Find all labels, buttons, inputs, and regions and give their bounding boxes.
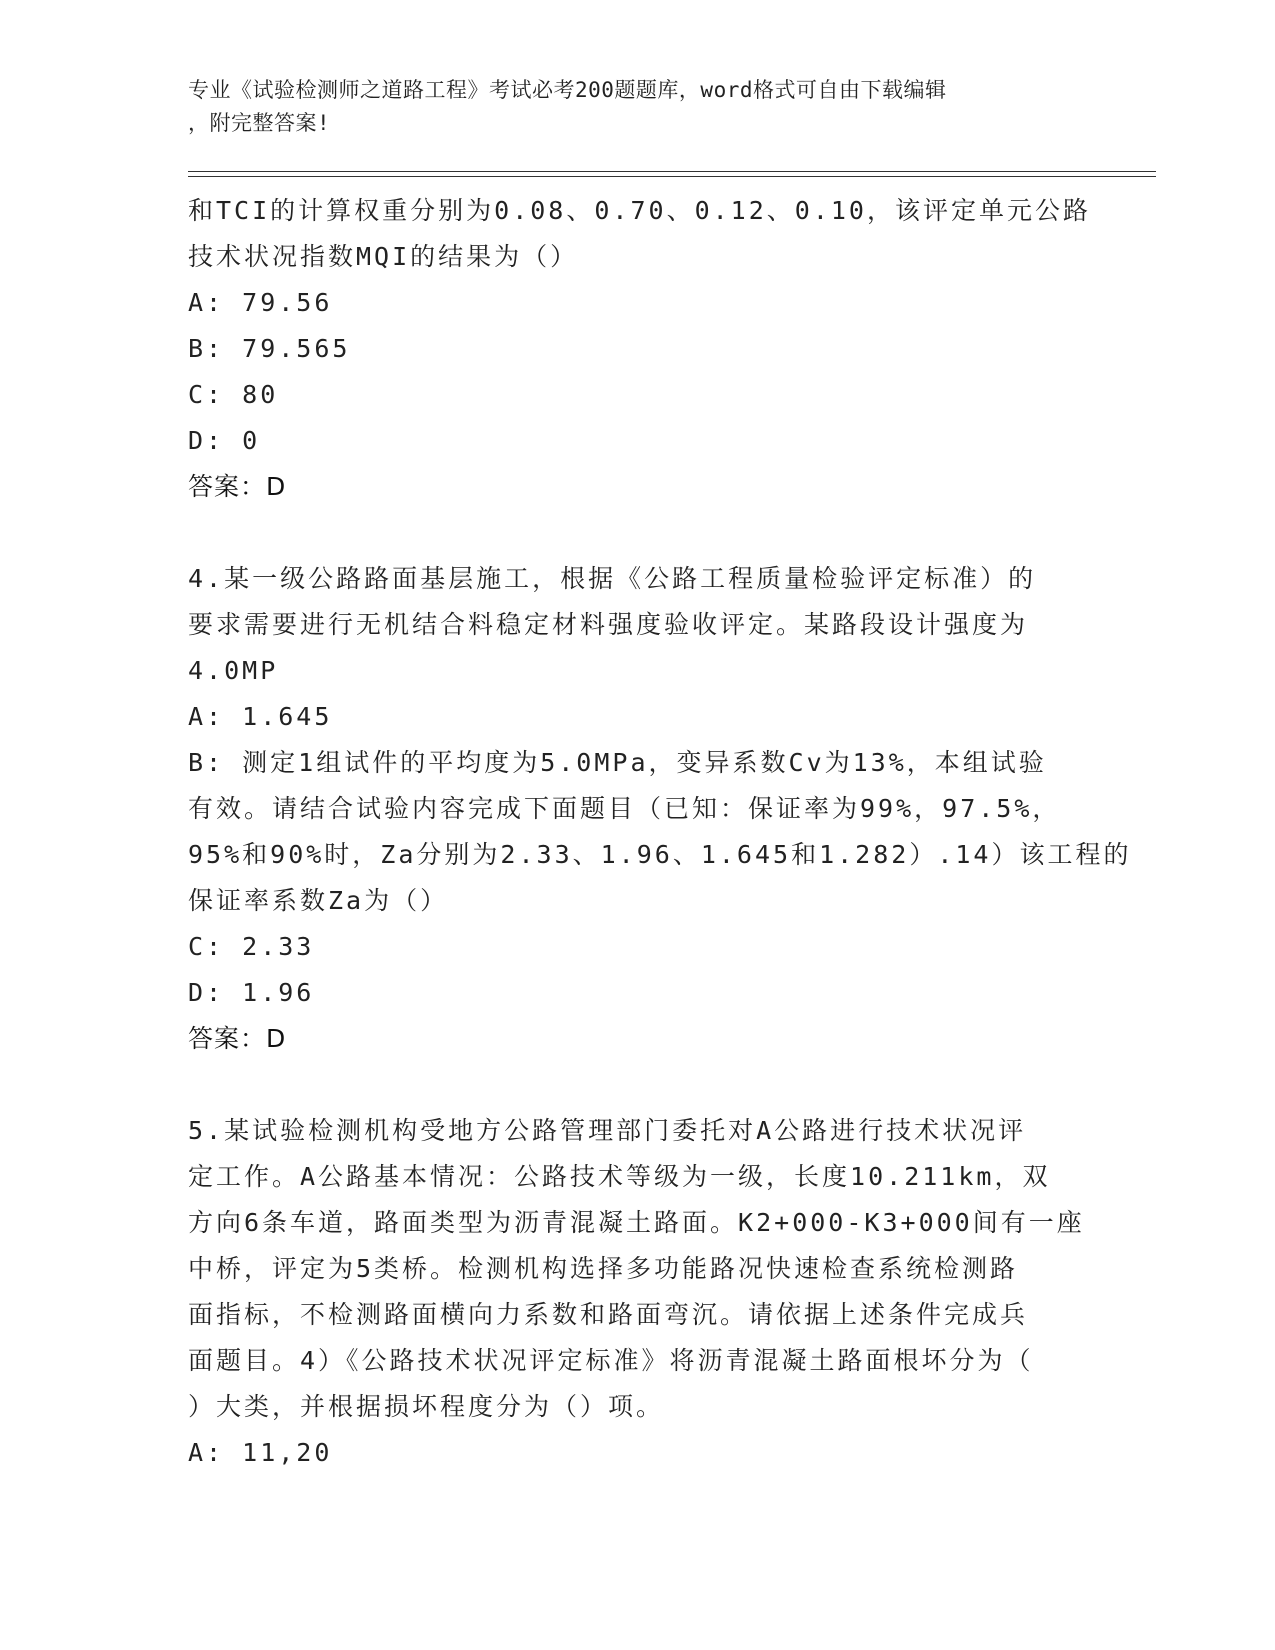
option-a: A: 1.645 — [188, 702, 333, 731]
spacer — [188, 1062, 1088, 1108]
option-b: B: 79.565 — [188, 334, 351, 363]
question-text-line: 4.0MP — [188, 656, 279, 685]
option-b-line: 有效。请结合试验内容完成下面题目（已知：保证率为99%，97.5%， — [188, 794, 1061, 823]
question-text-line: 4.某一级公路路面基层施工，根据《公路工程质量检验评定标准）的 — [188, 564, 1037, 593]
question-text-line: 面题目。4）《公路技术状况评定标准》将沥青混凝土路面根坏分为（ — [188, 1346, 1034, 1375]
question-text-line: 和TCI的计算权重分别为0.08、0.70、0.12、0.10，该评定单元公路 — [188, 196, 1091, 225]
spacer — [188, 510, 1088, 556]
header-title-line: 专业《试验检测师之道路工程》考试必考200题题库，word格式可自由下载编辑 — [188, 78, 947, 102]
answer-label: 答案：D — [188, 472, 287, 501]
option-c: C: 2.33 — [188, 932, 315, 961]
option-b-line: 95%和90%时，Za分别为2.33、1.96、1.645和1.282）.14）该工程的 — [188, 840, 1132, 869]
question-text-line: 要求需要进行无机结合料稳定材料强度验收评定。某路段设计强度为 — [188, 610, 1029, 639]
question-3-block — [188, 188, 1091, 510]
question-text-line: 技术状况指数MQI的结果为（） — [188, 242, 579, 271]
option-d: D: 0 — [188, 426, 261, 455]
answer-label: 答案：D — [188, 1024, 287, 1053]
question-text-line: 5.某试验检测机构受地方公路管理部门委托对A公路进行技术状况评 — [188, 1116, 1027, 1145]
question-5-block — [188, 1108, 1088, 1476]
question-text-line: 面指标，不检测路面横向力系数和路面弯沉。请依据上述条件完成兵 — [188, 1300, 1029, 1329]
option-c: C: 80 — [188, 380, 279, 409]
option-b-line: 保证率系数Za为（） — [188, 886, 449, 915]
option-a: A: 79.56 — [188, 288, 333, 317]
question-4-block — [188, 556, 1132, 1062]
question-text-line: 定工作。A公路基本情况：公路技术等级为一级，长度10.211km，双 — [188, 1162, 1051, 1191]
question-text-line: ）大类，并根据损坏程度分为（）项。 — [188, 1392, 665, 1421]
option-d: D: 1.96 — [188, 978, 315, 1007]
header-rule-top — [188, 171, 1156, 172]
document-body — [188, 188, 1132, 1476]
option-b-line: B: 测定1组试件的平均度为5.0MPa，变异系数Cv为13%，本组试验 — [188, 748, 1047, 777]
question-text-line: 方向6条车道，路面类型为沥青混凝土路面。K2+000-K3+000间有一座 — [188, 1208, 1085, 1237]
header-title-continuation: ，附完整答案! — [188, 111, 331, 135]
header-rule-bottom — [188, 176, 1156, 177]
option-a: A: 11,20 — [188, 1438, 333, 1467]
question-text-line: 中桥，评定为5类桥。检测机构选择多功能路况快速检查系统检测路 — [188, 1254, 1019, 1283]
document-header — [188, 74, 1068, 140]
